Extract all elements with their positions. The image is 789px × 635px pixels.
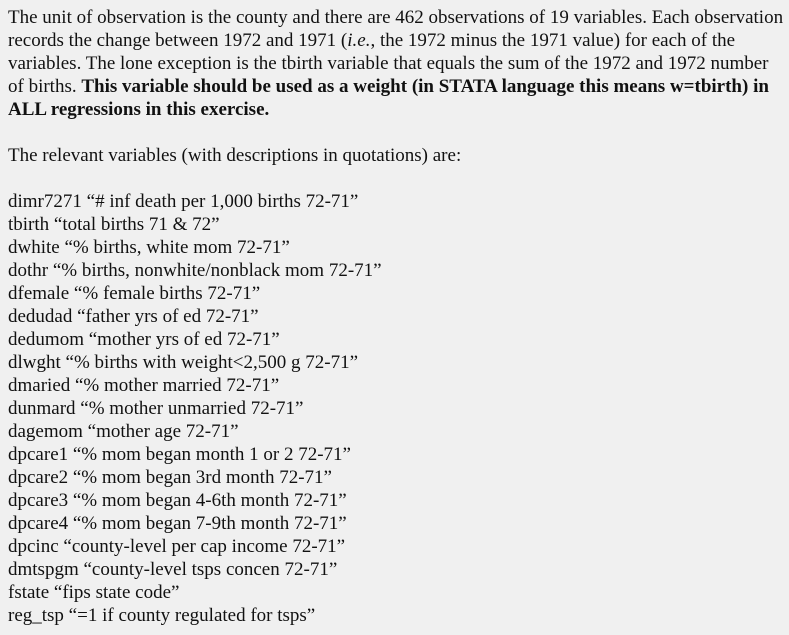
variable-item: reg_tsp “=1 if county regulated for tsps” <box>8 605 316 626</box>
variable-item: dunmard “% mother unmarried 72-71” <box>8 398 304 419</box>
variable-item: dothr “% births, nonwhite/nonblack mom 72-71” <box>8 260 382 281</box>
variable-item: dpcare1 “% mom began month 1 or 2 72-71” <box>8 444 351 465</box>
variable-item: dagemom “mother age 72-71” <box>8 421 239 442</box>
variable-item: dwhite “% births, white mom 72-71” <box>8 237 290 258</box>
variables-lead: The relevant variables (with descriptions in quotations) are: <box>8 145 462 166</box>
variable-list <box>8 190 784 627</box>
variable-item: dpcinc “county-level per cap income 72-71” <box>8 536 346 557</box>
intro-weight-note: This variable should be used as a weight (in STATA language this means w=tbirth) in ALL regressions in this exercise. <box>8 76 769 120</box>
paragraph-gap <box>8 121 784 144</box>
intro-text-2: , the 1972 minus the 1971 value) for each of the variables. The lone exception is the tbirth variable that equals the sum of the 1972 and 1972 number of births. <box>8 30 769 97</box>
paragraph-gap <box>8 167 784 190</box>
variable-item: dlwght “% births with weight<2,500 g 72-71” <box>8 352 359 373</box>
variable-item: fstate “fips state code” <box>8 582 180 603</box>
variable-item: dpcare2 “% mom began 3rd month 72-71” <box>8 467 332 488</box>
intro-text-1: The unit of observation is the county and there are 462 observations of 19 variables. Each observation records the change between 1972 and 1971 ( <box>8 7 784 51</box>
variable-item: dedumom “mother yrs of ed 72-71” <box>8 329 280 350</box>
variable-item: tbirth “total births 71 & 72” <box>8 214 220 235</box>
variable-item: dpcare3 “% mom began 4-6th month 72-71” <box>8 490 347 511</box>
document-page <box>8 6 784 627</box>
intro-paragraph <box>8 6 784 121</box>
variable-item: dmaried “% mother married 72-71” <box>8 375 280 396</box>
variable-item: dedudad “father yrs of ed 72-71” <box>8 306 259 327</box>
intro-ie: i.e. <box>347 30 371 51</box>
variable-item: dpcare4 “% mom began 7-9th month 72-71” <box>8 513 347 534</box>
variable-item: dfemale “% female births 72-71” <box>8 283 261 304</box>
variable-item: dmtspgm “county-level tsps concen 72-71” <box>8 559 338 580</box>
variable-item: dimr7271 “# inf death per 1,000 births 72-71” <box>8 191 359 212</box>
